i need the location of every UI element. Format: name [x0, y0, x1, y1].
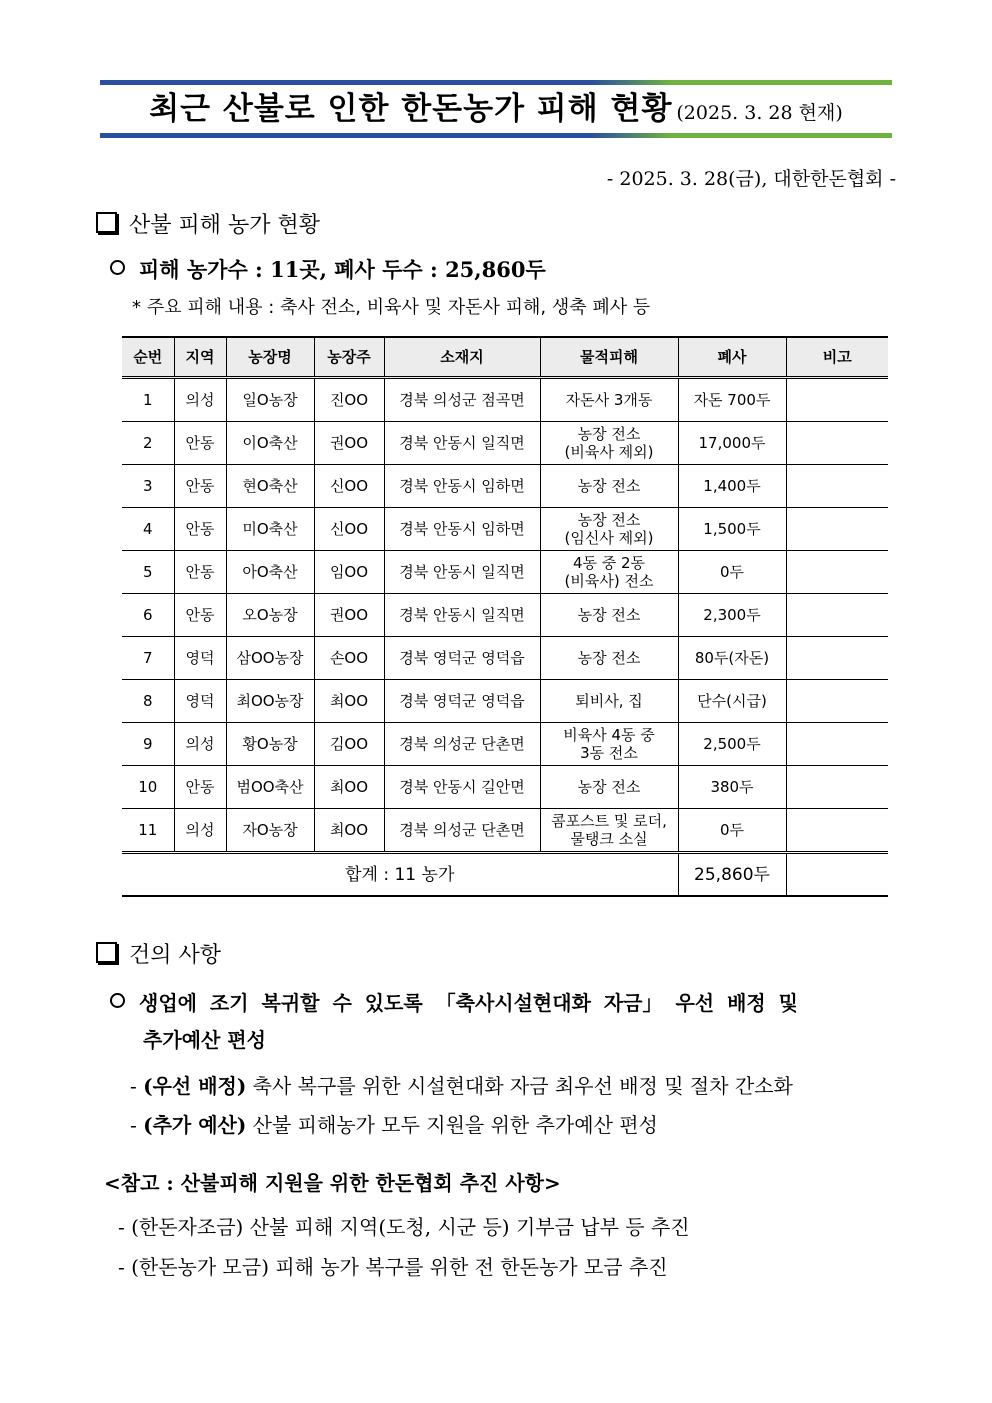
cell-deaths: 2,500두 [678, 723, 786, 766]
reference-heading: <참고 : 산불피해 지원을 위한 한돈협회 추진 사항> [104, 1171, 561, 1195]
cell-region: 안동 [174, 465, 226, 508]
cell-location: 경북 의성군 단촌면 [384, 723, 540, 766]
section1-heading-text: 산불 피해 농가 현황 [129, 213, 320, 238]
cell-damage: 농장 전소 [540, 594, 678, 637]
proposal-item-2-label: (추가 예산) [143, 1113, 247, 1137]
table-row [122, 378, 888, 422]
col-header-no: 순번 [122, 337, 174, 378]
col-header-owner: 농장주 [314, 337, 384, 378]
damage-table [122, 336, 888, 897]
cell-damage: 4동 중 2동 (비육사) 전소 [540, 551, 678, 594]
cell-farm: 최OO농장 [226, 680, 314, 723]
cell-damage: 농장 전소 [540, 637, 678, 680]
cell-no: 1 [122, 378, 174, 422]
cell-deaths: 단수(시급) [678, 680, 786, 723]
cell-remarks [786, 378, 888, 422]
cell-damage: 자돈사 3개동 [540, 378, 678, 422]
byline: - 2025. 3. 28(금), 대한한돈협회 - [606, 168, 896, 190]
cell-damage: 콤포스트 및 로더, 물탱크 소실 [540, 809, 678, 853]
cell-region: 영덕 [174, 637, 226, 680]
cell-owner: 신OO [314, 465, 384, 508]
cell-owner: 김OO [314, 723, 384, 766]
cell-location: 경북 안동시 임하면 [384, 465, 540, 508]
col-header-location: 소재지 [384, 337, 540, 378]
cell-no: 7 [122, 637, 174, 680]
cell-farm: 범OO축산 [226, 766, 314, 809]
damage-summary [110, 254, 546, 284]
cell-owner: 진OO [314, 378, 384, 422]
table-total-row [122, 853, 888, 897]
cell-farm: 이O축산 [226, 422, 314, 465]
title-banner [100, 80, 892, 138]
proposal-line-2: 추가예산 편성 [143, 1028, 266, 1052]
cell-farm: 현O축산 [226, 465, 314, 508]
cell-farm: 삼OO농장 [226, 637, 314, 680]
title-bottom-bar [100, 133, 892, 138]
section1-heading [96, 208, 320, 239]
damage-summary-text: 피해 농가수 : 11곳, 폐사 두수 : 25,860두 [139, 257, 546, 282]
col-header-deaths: 폐사 [678, 337, 786, 378]
proposal-item-2-text: 산불 피해농가 모두 지원을 위한 추가예산 편성 [252, 1113, 658, 1137]
cell-location: 경북 의성군 단촌면 [384, 809, 540, 853]
cell-remarks [786, 508, 888, 551]
cell-owner: 권OO [314, 594, 384, 637]
table-row [122, 508, 888, 551]
cell-remarks [786, 809, 888, 853]
table-row [122, 723, 888, 766]
cell-damage: 퇴비사, 집 [540, 680, 678, 723]
cell-owner: 손OO [314, 637, 384, 680]
circle-bullet-icon [110, 993, 125, 1008]
cell-farm: 오O농장 [226, 594, 314, 637]
cell-deaths: 80두(자돈) [678, 637, 786, 680]
cell-region: 영덕 [174, 680, 226, 723]
title-date-note: (2025. 3. 28 현재) [676, 102, 843, 124]
proposal-item-2: - (추가 예산) 산불 피해농가 모두 지원을 위한 추가예산 편성 [130, 1113, 658, 1137]
proposal-item-1-label: (우선 배정) [143, 1074, 247, 1098]
cell-damage: 비육사 4동 중 3동 전소 [540, 723, 678, 766]
title-main: 최근 산불로 인한 한돈농가 피해 현황 [149, 91, 673, 127]
cell-owner: 최OO [314, 809, 384, 853]
cell-damage: 농장 전소 (비육사 제외) [540, 422, 678, 465]
cell-no: 4 [122, 508, 174, 551]
cell-damage: 농장 전소 (임신사 제외) [540, 508, 678, 551]
cell-deaths: 0두 [678, 551, 786, 594]
cell-deaths: 0두 [678, 809, 786, 853]
cell-remarks [786, 766, 888, 809]
cell-farm: 일O농장 [226, 378, 314, 422]
total-remarks [786, 853, 888, 897]
cell-owner: 권OO [314, 422, 384, 465]
cell-owner: 임OO [314, 551, 384, 594]
col-header-region: 지역 [174, 337, 226, 378]
cell-remarks [786, 723, 888, 766]
cell-farm: 미O축산 [226, 508, 314, 551]
cell-remarks [786, 422, 888, 465]
col-header-damage: 물적피해 [540, 337, 678, 378]
cell-owner: 최OO [314, 680, 384, 723]
cell-deaths: 1,400두 [678, 465, 786, 508]
cell-no: 10 [122, 766, 174, 809]
table-row [122, 637, 888, 680]
damage-note: * 주요 피해 내용 : 축사 전소, 비육사 및 자돈사 피해, 생축 폐사 등 [132, 297, 651, 318]
cell-location: 경북 의성군 점곡면 [384, 378, 540, 422]
cell-no: 9 [122, 723, 174, 766]
page-title [100, 88, 892, 130]
cell-region: 안동 [174, 594, 226, 637]
section2-heading-text: 건의 사항 [129, 943, 222, 968]
cell-owner: 최OO [314, 766, 384, 809]
cell-region: 안동 [174, 422, 226, 465]
cell-deaths: 17,000두 [678, 422, 786, 465]
cell-location: 경북 안동시 길안면 [384, 766, 540, 809]
proposal-line-1-text: 생업에 조기 복귀할 수 있도록 「축사시설현대화 자금」 우선 배정 및 [139, 991, 798, 1015]
table-row [122, 766, 888, 809]
cell-region: 안동 [174, 766, 226, 809]
reference-item-1: - (한돈자조금) 산불 피해 지역(도청, 시군 등) 기부금 납부 등 추진 [118, 1215, 690, 1239]
cell-region: 안동 [174, 551, 226, 594]
table-row [122, 680, 888, 723]
cell-location: 경북 영덕군 영덕읍 [384, 680, 540, 723]
cell-damage: 농장 전소 [540, 465, 678, 508]
cell-location: 경북 안동시 일직면 [384, 594, 540, 637]
cell-location: 경북 안동시 일직면 [384, 551, 540, 594]
title-top-bar [100, 80, 892, 85]
cell-remarks [786, 465, 888, 508]
cell-no: 5 [122, 551, 174, 594]
cell-no: 8 [122, 680, 174, 723]
cell-no: 3 [122, 465, 174, 508]
proposal-line-1 [110, 987, 798, 1016]
table-row [122, 551, 888, 594]
cell-deaths: 2,300두 [678, 594, 786, 637]
cell-farm: 아O축산 [226, 551, 314, 594]
cell-no: 11 [122, 809, 174, 853]
section2-heading [96, 938, 221, 969]
cell-deaths: 자돈 700두 [678, 378, 786, 422]
table-row [122, 422, 888, 465]
cell-location: 경북 안동시 일직면 [384, 422, 540, 465]
cell-deaths: 380두 [678, 766, 786, 809]
table-row [122, 594, 888, 637]
cell-region: 의성 [174, 378, 226, 422]
cell-damage: 농장 전소 [540, 766, 678, 809]
proposal-item-1-text: 축사 복구를 위한 시설현대화 자금 최우선 배정 및 절차 간소화 [252, 1074, 793, 1098]
cell-remarks [786, 680, 888, 723]
cell-location: 경북 안동시 임하면 [384, 508, 540, 551]
cell-remarks [786, 637, 888, 680]
cell-remarks [786, 594, 888, 637]
circle-bullet-icon [110, 260, 125, 275]
cell-region: 의성 [174, 809, 226, 853]
cell-no: 6 [122, 594, 174, 637]
cell-remarks [786, 551, 888, 594]
proposal-item-1: - (우선 배정) 축사 복구를 위한 시설현대화 자금 최우선 배정 및 절차 간소화 [130, 1074, 793, 1098]
square-bullet-icon [96, 212, 117, 233]
col-header-farm: 농장명 [226, 337, 314, 378]
total-value: 25,860두 [678, 853, 786, 897]
cell-farm: 황O농장 [226, 723, 314, 766]
table-row [122, 809, 888, 853]
reference-item-2: - (한돈농가 모금) 피해 농가 복구를 위한 전 한돈농가 모금 추진 [118, 1255, 668, 1279]
cell-location: 경북 영덕군 영덕읍 [384, 637, 540, 680]
cell-region: 의성 [174, 723, 226, 766]
total-label: 합계 : 11 농가 [122, 853, 678, 897]
cell-owner: 신OO [314, 508, 384, 551]
col-header-remarks: 비고 [786, 337, 888, 378]
table-header-row [122, 337, 888, 378]
table-row [122, 465, 888, 508]
cell-region: 안동 [174, 508, 226, 551]
cell-farm: 자O농장 [226, 809, 314, 853]
cell-deaths: 1,500두 [678, 508, 786, 551]
square-bullet-icon [96, 942, 117, 963]
cell-no: 2 [122, 422, 174, 465]
